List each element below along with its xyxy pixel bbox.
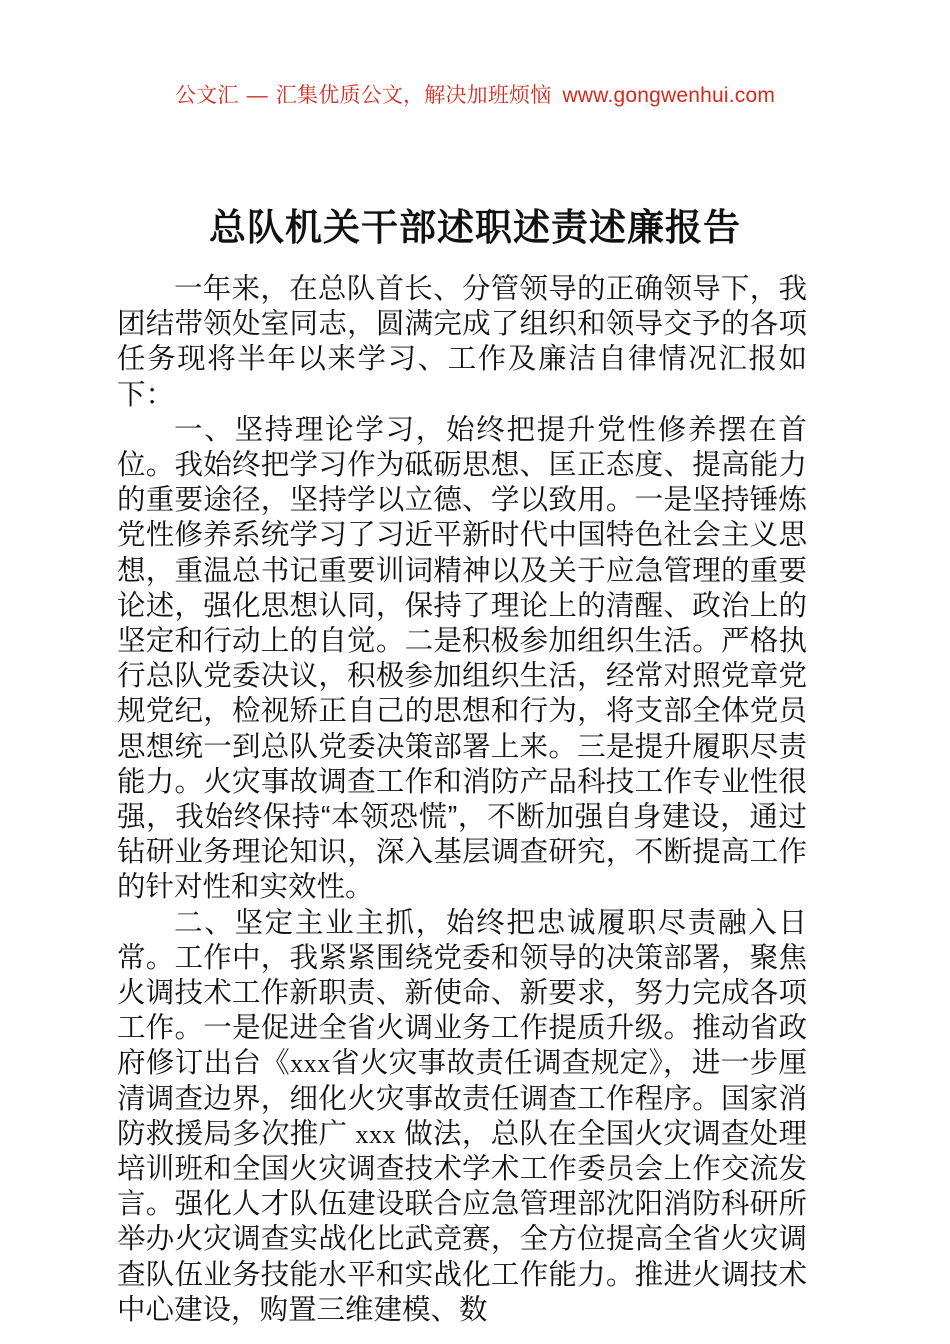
paragraph-intro: 一年来，在总队首长、分管领导的正确领导下，我团结带领处室同志，圆满完成了组织和领导交予的各项任务现将半年以来学习、工作及廉洁自律情况汇报如下： — [117, 273, 807, 411]
site-url: www.gongwenhui.com — [562, 84, 776, 107]
document-body — [117, 272, 807, 1328]
paragraph-section-one: 一、坚持理论学习，始终把提升党性修养摆在首位。我始终把学习作为砥砺思想、匡正态度、提高能力的重要途径，坚持学以立德、学以致用。一是坚持锤炼党性修养系统学习了习近平新时代中国特色社会主义思想，重温总书记重要训词精神以及关于应急管理的重要论述，强化思想认同，保持了理论上的清醒、政治上的坚定和行动上的自觉。二是积极参加组织生活。严格执行总队党委决议，积极参加组织生活，经常对照党章党规党纪，检视矫正自己的思想和行为，将支部全体党员思想统一到总队党委决策部署上来。三是提升履职尽责能力。火灾事故调查工作和消防产品科技工作专业性很强，我始终保持“本领恐慌”，不断加强自身建设，通过钻研业务理论知识，深入基层调查研究，不断提高工作的针对性和实效性。 — [117, 413, 807, 904]
site-slogan: 汇集优质公文，解决加班烦恼 — [275, 84, 552, 107]
paragraph-section-two — [117, 906, 807, 1328]
banner-dash-separator: — — [246, 84, 268, 107]
site-brand-name: 公文汇 — [174, 84, 239, 107]
page-title: 总队机关干部述职述责述廉报告 — [209, 206, 741, 248]
section-two-part-1: 二、坚定主业主抓，始终把忠诚履职尽责融入日常。工作中，我紧紧围绕党委和领导的决策部署，聚焦火调技术工作新职责、新使命、新要求，努力完成各项工作。一是促进全省火调业务工作提质升级。推动省政府修订出台《 — [117, 906, 807, 1080]
section-two-part-2: 省火灾事故责任调查规定》，进一步厘清调查边界，细化火灾事故责任调查工作程序。国家消防救援局多次推广 — [117, 1047, 807, 1150]
placeholder-province-2: xxx — [355, 1119, 397, 1149]
site-watermark-banner — [0, 82, 950, 110]
section-two-part-3: 做法，总队在全国火灾调查处理培训班和全国火灾调查技术学术工作委员会上作交流发言。强化人才队伍建设联合应急管理部沈阳消防科研所举办火灾调查实战化比武竞赛，全方位提高全省火灾调查队伍业务技能水平和实战化工作能力。推进火调技术中心建设，购置三维建模、数 — [117, 1117, 808, 1326]
placeholder-province-1: xxx — [290, 1049, 331, 1079]
